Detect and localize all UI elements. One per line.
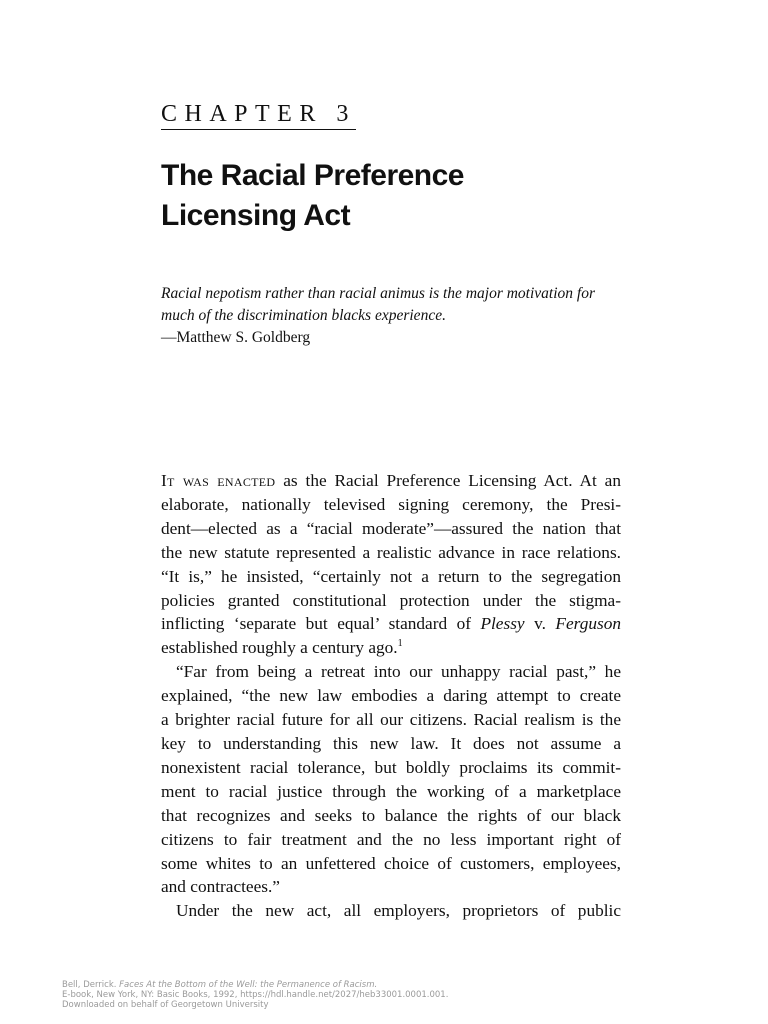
body-line [161, 469, 621, 493]
epigraph-quote-line-2: much of the discrimination blacks experience. [161, 307, 446, 324]
body-line: elaborate, nationally televised signing ceremony, the Presi- [161, 494, 621, 514]
epigraph-quote-line-1: Racial nepotism rather than racial animus is the major motivation for [161, 285, 595, 302]
chapter-label: CHAPTER 3 [161, 102, 356, 130]
chapter-title [161, 156, 464, 236]
body-line: a brighter racial future for all our citizens. Racial realism is the [161, 710, 621, 730]
footer-book-title: Faces At the Bottom of the Well: the Permanence of Racism. [119, 980, 378, 990]
footer-line-1 [62, 980, 448, 990]
case-name-ferguson: Ferguson [555, 614, 621, 634]
body-line: policies granted constitutional protection under the stigma- [161, 590, 621, 610]
body-line: ment to racial justice through the working of a marketplace [161, 781, 621, 801]
footer-author: Bell, Derrick. [62, 980, 120, 990]
case-v: v. [524, 614, 556, 634]
body-line: explained, “the new law embodies a daring attempt to create [161, 686, 621, 706]
citation-footer [62, 980, 448, 1010]
body-line: “Far from being a retreat into our unhappy racial past,” he [176, 662, 621, 682]
footer-line-2: E-book, New York, NY: Basic Books, 1992, https://hdl.handle.net/2027/heb33001.0001.001. [62, 990, 449, 1000]
body-line: “It is,” he insisted, “certainly not a return to the segregation [161, 566, 621, 586]
body-line: that recognizes and seeks to balance the rights of our black [161, 805, 621, 825]
body-line-text: as the Racial Preference Licensing Act. At an [275, 471, 621, 490]
footer-line-3: Downloaded on behalf of Georgetown University [62, 1000, 269, 1010]
lead-in-small-caps: It was enacted [161, 471, 276, 490]
body-line: citizens to fair treatment and the no less important right of [161, 829, 621, 849]
chapter-title-line-1: The Racial Preference [161, 159, 464, 192]
body-text [161, 469, 621, 923]
body-line: and contractees.” [161, 877, 280, 897]
chapter-title-line-2: Licensing Act [161, 199, 351, 232]
body-line [161, 612, 621, 636]
body-line-text: established roughly a century ago. [161, 638, 398, 658]
body-line: some whites to an unfettered choice of customers, employees, [161, 853, 621, 873]
body-line [161, 636, 621, 660]
body-line-text: inflicting ‘separate but equal’ standard of [161, 614, 481, 634]
body-line: the new statute represented a realistic advance in race relations. [161, 542, 621, 562]
body-line: nonexistent racial tolerance, but boldly proclaims its commit- [161, 757, 621, 777]
case-name-plessy: Plessy [480, 614, 525, 634]
body-line: key to understanding this new law. It does not assume a [161, 733, 621, 753]
body-line: dent—elected as a “racial moderate”—assured the nation that [161, 518, 621, 538]
epigraph [161, 283, 631, 349]
footnote-marker[interactable]: 1 [397, 638, 403, 650]
body-line: Under the new act, all employers, proprietors of public [176, 901, 621, 921]
epigraph-attribution: —Matthew S. Goldberg [161, 329, 311, 346]
